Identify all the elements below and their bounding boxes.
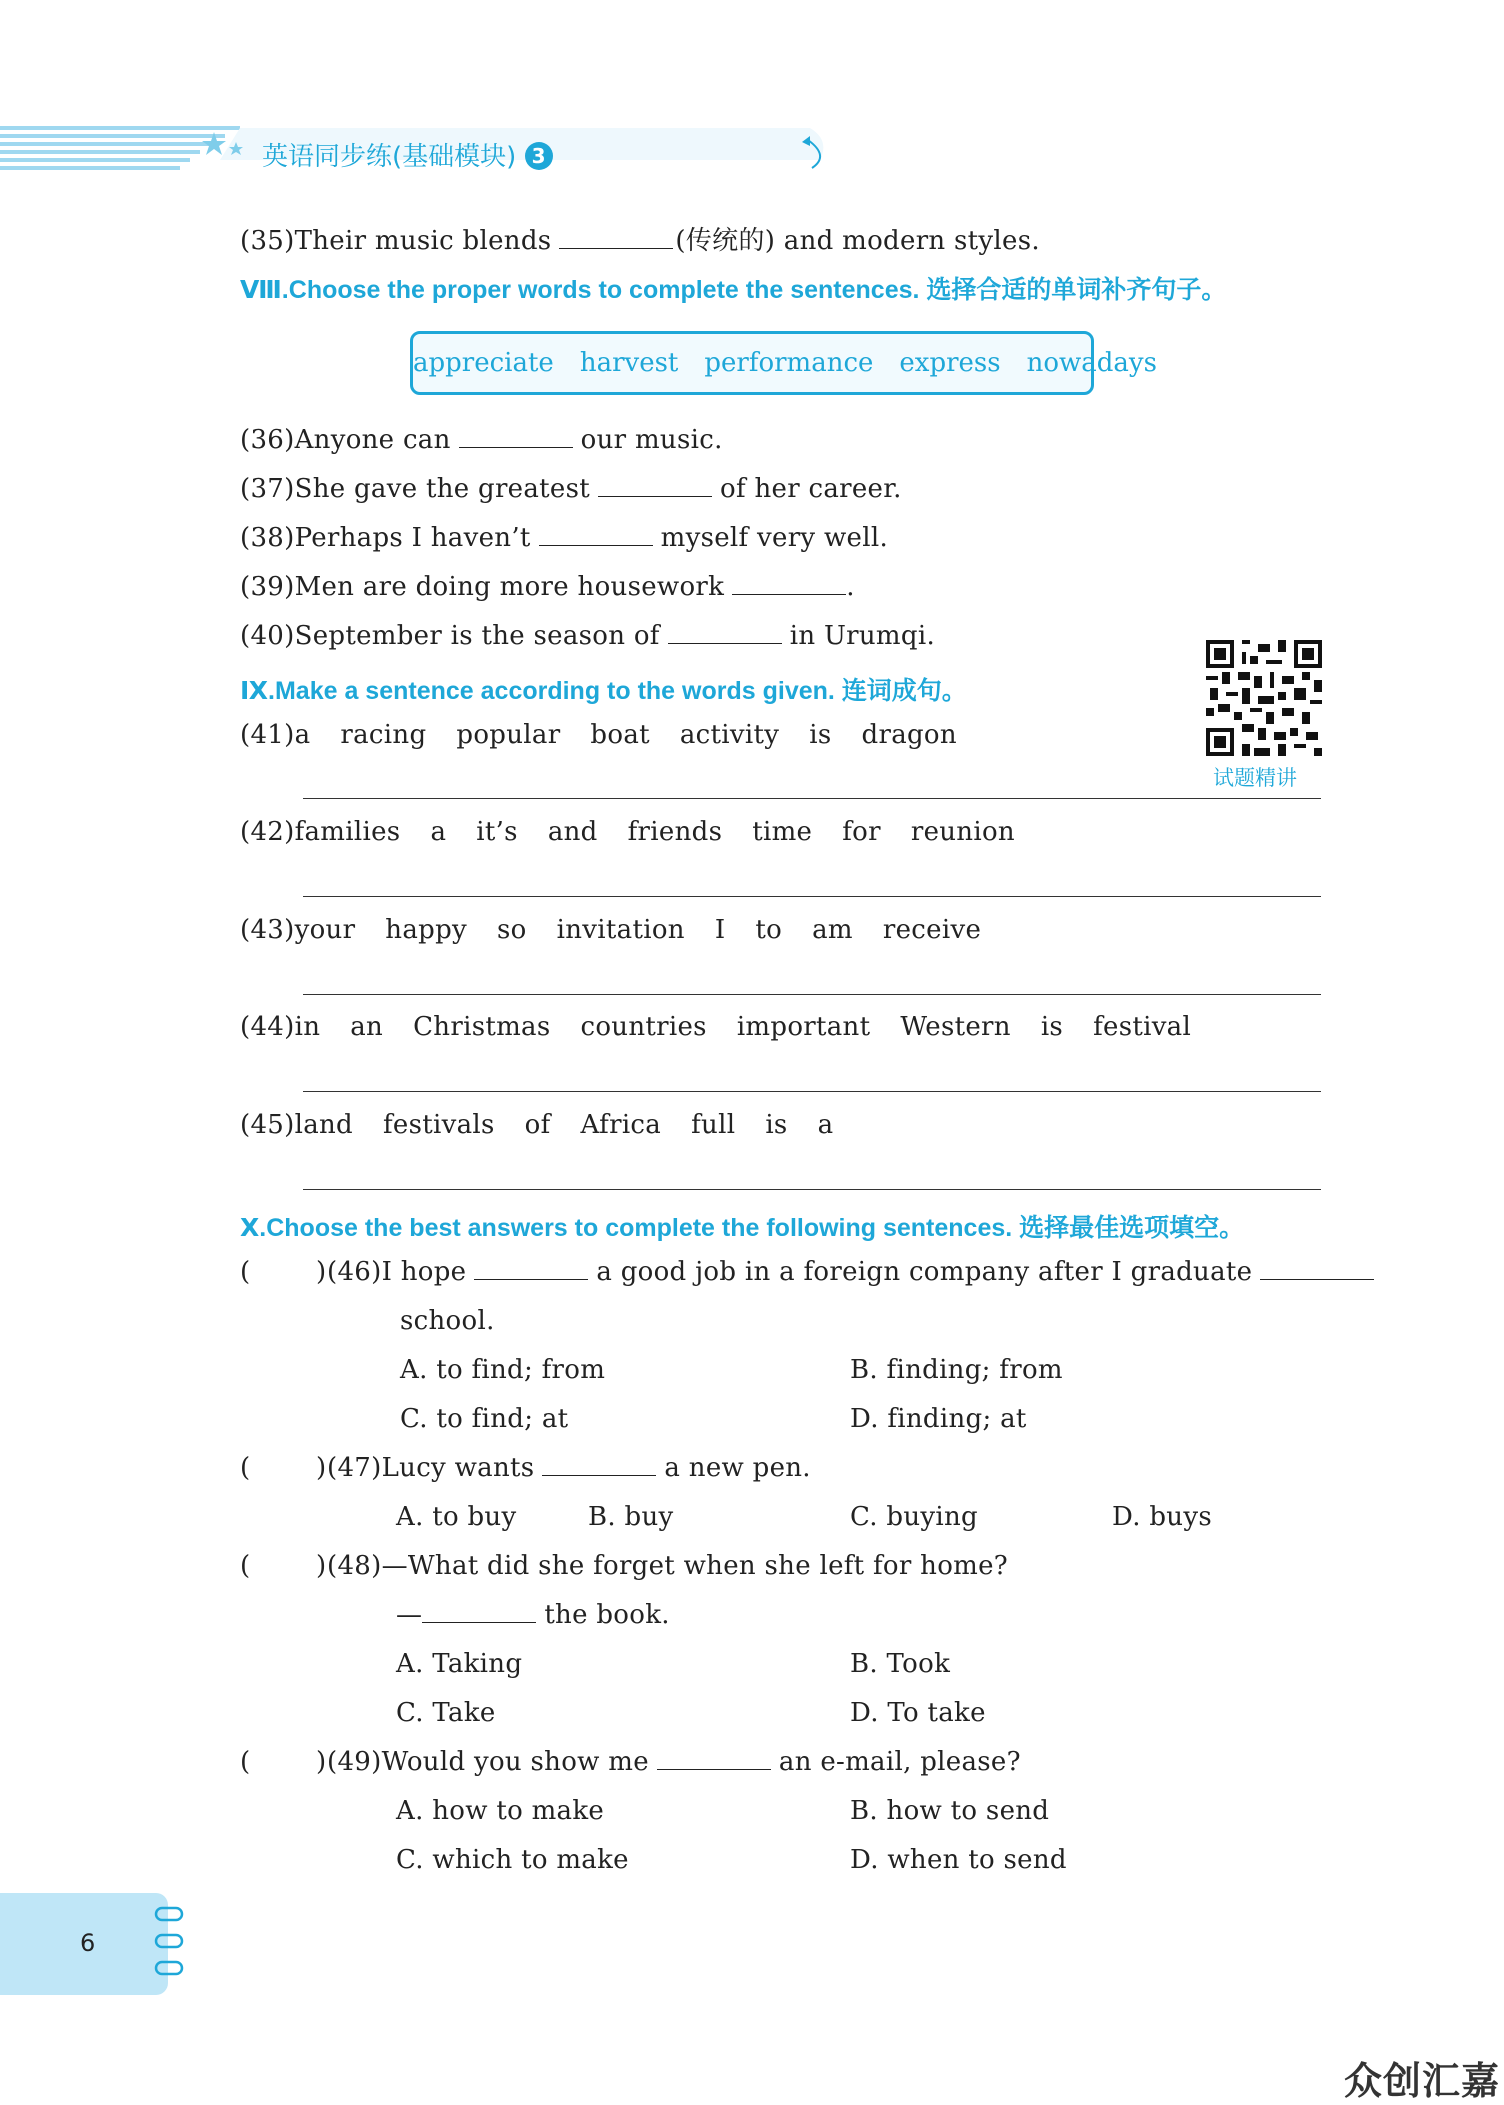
answer-blank[interactable]: [657, 1747, 771, 1770]
word: for: [842, 817, 881, 847]
option-b[interactable]: B. Took: [850, 1649, 951, 1679]
word: activity: [679, 720, 780, 750]
section-8-heading: [240, 270, 1226, 306]
paren-open: (: [240, 1551, 251, 1581]
question-number: (41): [240, 720, 295, 750]
option-c[interactable]: C. buying: [850, 1502, 978, 1532]
paren-close: ): [316, 1747, 327, 1777]
word-box: [410, 331, 1157, 395]
word: I: [714, 915, 726, 945]
word: Christmas: [413, 1012, 551, 1042]
option-b[interactable]: B. how to send: [850, 1796, 1050, 1826]
word: a: [817, 1110, 834, 1140]
option-a[interactable]: A. to buy: [396, 1502, 517, 1532]
answer-line[interactable]: [303, 1189, 1321, 1190]
word: friends: [627, 817, 723, 847]
question-text: and modern styles.: [783, 226, 1040, 256]
section-number: Ⅷ.: [240, 276, 289, 304]
section-number: Ⅹ.: [240, 1214, 267, 1242]
word: is: [1040, 1012, 1064, 1042]
word: and: [547, 817, 598, 847]
star-icon: [200, 128, 248, 168]
question-number: (38): [240, 523, 295, 553]
question-text: I hope: [381, 1257, 467, 1287]
word: popular: [456, 720, 561, 750]
word: of: [524, 1110, 551, 1140]
paren-close: ): [316, 1257, 327, 1287]
word: festivals: [382, 1110, 495, 1140]
answer-paren[interactable]: [240, 1257, 250, 1287]
question-text: in Urumqi.: [789, 621, 936, 651]
word: your: [294, 915, 356, 945]
answer-line[interactable]: [303, 1091, 1321, 1092]
word: festival: [1093, 1012, 1192, 1042]
question-38: [240, 523, 888, 553]
answer-blank[interactable]: [668, 621, 782, 644]
paren-open: (: [240, 1453, 251, 1483]
word-option: appreciate: [413, 348, 554, 378]
question-number: (47): [327, 1453, 382, 1483]
word-option: harvest: [579, 348, 679, 378]
question-text: She gave the greatest: [294, 474, 591, 504]
question-text: .: [846, 572, 855, 602]
option-d[interactable]: D. finding; at: [850, 1404, 1027, 1434]
option-a[interactable]: A. Taking: [396, 1649, 523, 1679]
option-c[interactable]: C. which to make: [396, 1845, 629, 1875]
answer-blank[interactable]: [422, 1600, 536, 1623]
question-48-reply: [396, 1600, 670, 1630]
word: Western: [900, 1012, 1011, 1042]
question-text: the book.: [544, 1600, 670, 1630]
paren-close: ): [316, 1453, 327, 1483]
dash: —: [396, 1600, 423, 1630]
word: invitation: [556, 915, 685, 945]
question-text: an e-mail, please?: [778, 1747, 1021, 1777]
word: is: [765, 1110, 788, 1140]
question-number: (44): [240, 1012, 295, 1042]
option-d[interactable]: D. buys: [1112, 1502, 1212, 1532]
word: racing: [340, 720, 427, 750]
answer-blank[interactable]: [559, 226, 673, 249]
answer-blank[interactable]: [732, 572, 846, 595]
question-text: —What did she forget when she left for home?: [381, 1551, 1009, 1581]
option-c[interactable]: C. to find; at: [400, 1404, 569, 1434]
word: important: [736, 1012, 871, 1042]
question-48: [327, 1551, 1008, 1581]
reorder-41: [240, 720, 957, 750]
word: a: [294, 720, 311, 750]
answer-paren[interactable]: [240, 1453, 250, 1483]
option-b[interactable]: B. buy: [588, 1502, 674, 1532]
answer-paren-close: [316, 1551, 326, 1581]
word: land: [294, 1110, 353, 1140]
option-a[interactable]: A. how to make: [396, 1796, 605, 1826]
paren-open: (: [240, 1257, 251, 1287]
question-text: Their music blends: [294, 226, 552, 256]
answer-blank[interactable]: [1260, 1257, 1374, 1280]
watermark: 众创汇嘉: [1344, 2059, 1501, 2103]
answer-blank[interactable]: [542, 1453, 656, 1476]
question-36: [240, 425, 723, 455]
word: to: [755, 915, 783, 945]
question-text: our music.: [580, 425, 723, 455]
question-39: [240, 572, 855, 602]
question-text: of her career.: [720, 474, 902, 504]
question-number: (42): [240, 817, 295, 847]
word: reunion: [910, 817, 1015, 847]
question-number: (36): [240, 425, 295, 455]
word: a: [430, 817, 447, 847]
question-text: myself very well.: [660, 523, 889, 553]
option-c[interactable]: C. Take: [396, 1698, 496, 1728]
answer-paren[interactable]: [240, 1551, 250, 1581]
word: boat: [590, 720, 650, 750]
option-d[interactable]: D. To take: [850, 1698, 986, 1728]
question-text: Men are doing more housework: [294, 572, 725, 602]
answer-line[interactable]: [303, 798, 1321, 799]
ring-binder-icon: [152, 1902, 186, 1982]
answer-blank[interactable]: [474, 1257, 588, 1280]
answer-paren-close: [316, 1453, 326, 1483]
question-number: (46): [327, 1257, 382, 1287]
question-number: (37): [240, 474, 295, 504]
word: in: [294, 1012, 321, 1042]
question-number: (45): [240, 1110, 295, 1140]
question-number: (35): [240, 226, 295, 256]
question-46-cont: school.: [400, 1306, 495, 1336]
answer-line[interactable]: [303, 994, 1321, 995]
qr-code-icon[interactable]: [1206, 640, 1322, 756]
question-text: Lucy wants: [381, 1453, 535, 1483]
section-title: Make a sentence according to the words given. 连词成句。: [274, 677, 967, 705]
question-49: [327, 1747, 1021, 1777]
option-a[interactable]: A. to find; from: [400, 1355, 606, 1385]
chinese-hint: (传统的): [675, 226, 776, 256]
word: families: [294, 817, 401, 847]
word: receive: [882, 915, 982, 945]
section-number: Ⅸ.: [240, 677, 275, 705]
question-text: Perhaps I haven’t: [294, 523, 531, 553]
page-tab: [0, 1893, 168, 1995]
answer-paren-close: [316, 1257, 326, 1287]
volume-badge: 3: [525, 142, 553, 170]
reorder-42: [240, 817, 1015, 847]
option-d[interactable]: D. when to send: [850, 1845, 1067, 1875]
section-title: Choose the best answers to complete the following sentences. 选择最佳选项填空。: [266, 1214, 1245, 1242]
word-option: performance: [704, 348, 874, 378]
question-46: [327, 1257, 1382, 1287]
word: countries: [580, 1012, 707, 1042]
question-number: (40): [240, 621, 295, 651]
question-text: September is the season of: [294, 621, 660, 651]
question-text: a new pen.: [664, 1453, 811, 1483]
question-40: [240, 621, 935, 651]
header-title-text: 英语同步练(基础模块): [262, 142, 517, 172]
option-b[interactable]: B. finding; from: [850, 1355, 1063, 1385]
word: happy: [385, 915, 468, 945]
question-number: (49): [327, 1747, 382, 1777]
word: is: [809, 720, 832, 750]
paren-open: (: [240, 1747, 251, 1777]
question-number: (43): [240, 915, 295, 945]
reorder-44: [240, 1012, 1191, 1042]
word: full: [691, 1110, 736, 1140]
answer-line[interactable]: [303, 896, 1321, 897]
question-text: Would you show me: [381, 1747, 649, 1777]
answer-blank[interactable]: [459, 425, 573, 448]
question-37: [240, 474, 902, 504]
answer-blank[interactable]: [539, 523, 653, 546]
paren-close: ): [316, 1551, 327, 1581]
answer-paren[interactable]: [240, 1747, 250, 1777]
question-text: a good job in a foreign company after I graduate: [596, 1257, 1253, 1287]
word: dragon: [861, 720, 957, 750]
word: Africa: [580, 1110, 662, 1140]
section-10-heading: [240, 1208, 1244, 1244]
question-number: (39): [240, 572, 295, 602]
word: an: [350, 1012, 384, 1042]
page-number: 6: [80, 1929, 96, 1957]
question-number: (48): [327, 1551, 382, 1581]
question-35: [240, 220, 1040, 257]
reorder-45: [240, 1110, 833, 1140]
word: it’s: [476, 817, 518, 847]
word: so: [497, 915, 527, 945]
question-text: Anyone can: [294, 425, 451, 455]
section-title: Choose the proper words to complete the sentences. 选择合适的单词补齐句子。: [288, 276, 1227, 304]
qr-label: 试题精讲: [1213, 766, 1297, 790]
answer-blank[interactable]: [598, 474, 712, 497]
question-47: [327, 1453, 811, 1483]
word: time: [752, 817, 813, 847]
answer-paren-close: [316, 1747, 326, 1777]
section-9-heading: [240, 671, 967, 707]
header-title: [262, 136, 553, 173]
word-option: nowadays: [1026, 348, 1157, 378]
word-option: express: [899, 348, 1001, 378]
reorder-43: [240, 915, 981, 945]
word: am: [812, 915, 853, 945]
